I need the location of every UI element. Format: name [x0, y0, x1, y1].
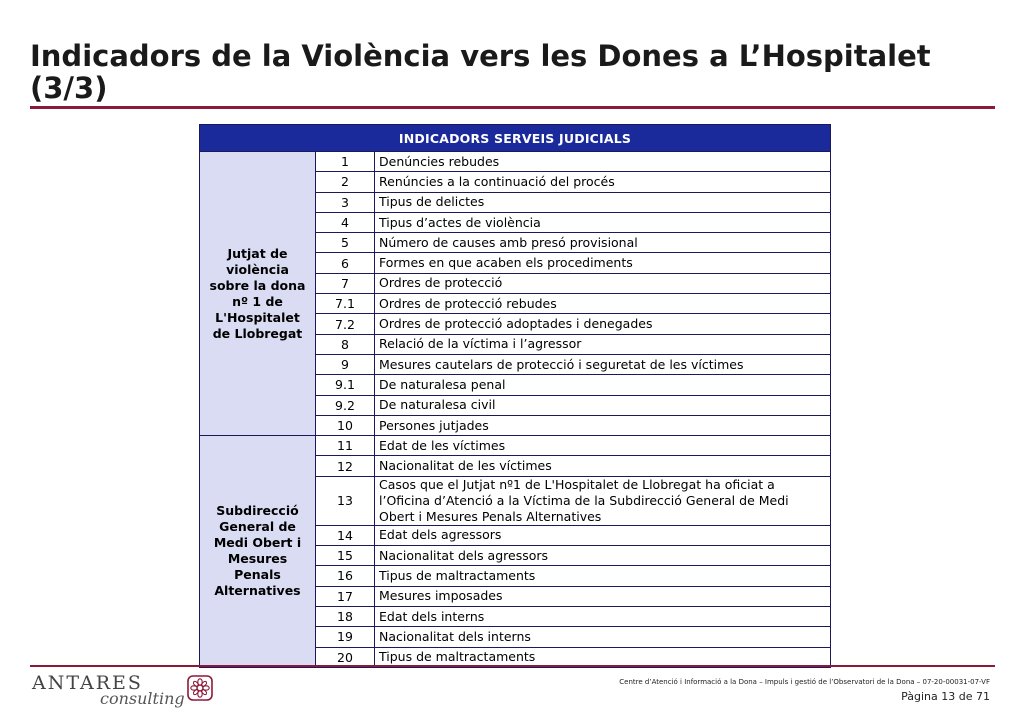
- indicator-description: Ordres de protecció rebudes: [375, 294, 831, 314]
- indicator-number: 4: [316, 212, 375, 232]
- indicator-number: 5: [316, 233, 375, 253]
- indicator-number: 7: [316, 273, 375, 293]
- indicator-description: Ordres de protecció: [375, 273, 831, 293]
- indicator-number: 15: [316, 546, 375, 566]
- indicator-number: 1: [316, 152, 375, 172]
- indicator-number: 12: [316, 456, 375, 476]
- indicator-description: Tipus de delictes: [375, 192, 831, 212]
- flower-logo-icon: [187, 675, 213, 701]
- indicator-number: 20: [316, 647, 375, 667]
- table-row: [200, 152, 831, 172]
- indicator-number: 7.2: [316, 314, 375, 334]
- indicator-description: Mesures cautelars de protecció i seguretat de les víctimes: [375, 354, 831, 374]
- indicator-number: 16: [316, 566, 375, 586]
- indicator-description: Ordres de protecció adoptades i denegades: [375, 314, 831, 334]
- indicator-number: 7.1: [316, 294, 375, 314]
- indicator-description: Nacionalitat dels interns: [375, 627, 831, 647]
- indicator-number: 3: [316, 192, 375, 212]
- indicator-description: Formes en que acaben els procediments: [375, 253, 831, 273]
- page-number: Pàgina 13 de 71: [901, 690, 990, 703]
- group-jutjat-cell: Jutjat de violència sobre la dona nº 1 de L'Hospitalet de Llobregat: [200, 152, 316, 436]
- indicator-number: 17: [316, 586, 375, 606]
- indicator-number: 14: [316, 525, 375, 545]
- indicator-description: Edat de les víctimes: [375, 436, 831, 456]
- indicator-number: 8: [316, 334, 375, 354]
- footer-text: Centre d’Atenció i Informació a la Dona – Impuls i gestió de l’Observatori de la Dona – 07-20-00031-07-VF: [619, 678, 990, 686]
- indicator-description: Tipus de maltractaments: [375, 647, 831, 667]
- logo-sub: consulting: [100, 689, 185, 708]
- indicator-description: Número de causes amb presó provisional: [375, 233, 831, 253]
- indicator-description: Edat dels interns: [375, 606, 831, 626]
- indicator-description: Relació de la víctima i l’agressor: [375, 334, 831, 354]
- indicator-description: Tipus de maltractaments: [375, 566, 831, 586]
- indicator-description: Mesures imposades: [375, 586, 831, 606]
- indicator-description: Persones jutjades: [375, 415, 831, 435]
- indicator-number: 9: [316, 354, 375, 374]
- group-subdireccio-cell: Subdirecció General de Medi Obert i Mesures Penals Alternatives: [200, 436, 316, 668]
- indicator-number: 19: [316, 627, 375, 647]
- indicator-number: 18: [316, 606, 375, 626]
- page-title: Indicadors de la Violència vers les Dones a L’Hospitalet (3/3): [30, 39, 931, 105]
- indicators-table: [199, 124, 831, 668]
- logo-name: ANTARES: [32, 672, 143, 694]
- indicator-description: Tipus d’actes de violència: [375, 212, 831, 232]
- indicator-description: Renúncies a la continuació del procés: [375, 172, 831, 192]
- indicator-description: Nacionalitat dels agressors: [375, 546, 831, 566]
- indicator-description: Nacionalitat de les víctimes: [375, 456, 831, 476]
- indicator-description: De naturalesa penal: [375, 375, 831, 395]
- antares-logo: [32, 670, 222, 706]
- indicator-description: Casos que el Jutjat nº1 de L'Hospitalet de Llobregat ha oficiat a l’Oficina d’Atenció a la Víctima de la Subdirecció General de Medi Obert i Mesures Penals Alternatives: [375, 476, 831, 525]
- title-divider: [30, 106, 995, 109]
- indicator-description: Edat dels agressors: [375, 525, 831, 545]
- footer-divider: [30, 665, 995, 667]
- indicator-description: De naturalesa civil: [375, 395, 831, 415]
- indicator-number: 11: [316, 436, 375, 456]
- table-header: INDICADORS SERVEIS JUDICIALS: [200, 125, 831, 152]
- table-body: [200, 152, 831, 668]
- indicator-number: 13: [316, 476, 375, 525]
- indicator-number: 9.2: [316, 395, 375, 415]
- indicator-number: 6: [316, 253, 375, 273]
- indicator-number: 9.1: [316, 375, 375, 395]
- indicator-description: Denúncies rebudes: [375, 152, 831, 172]
- table-row: [200, 436, 831, 456]
- indicator-number: 10: [316, 415, 375, 435]
- indicator-number: 2: [316, 172, 375, 192]
